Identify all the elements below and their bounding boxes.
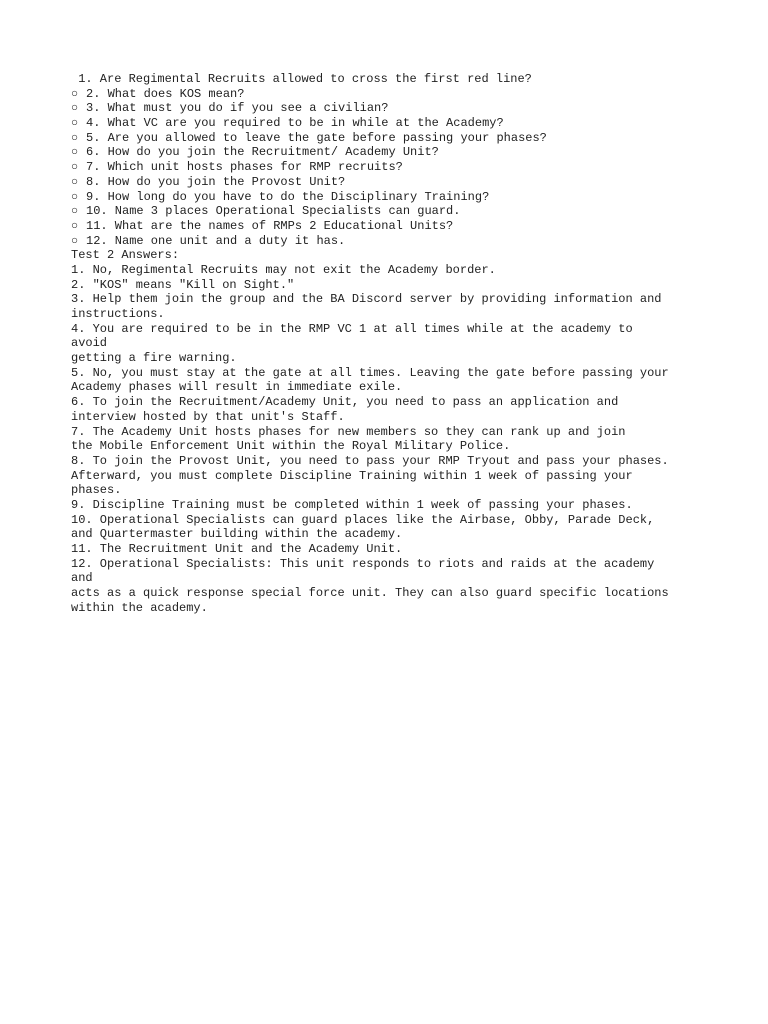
answer-line: 9. Discipline Training must be completed within 1 week of passing your phases. [71,497,633,512]
answer-line: 11. The Recruitment Unit and the Academy Unit. [71,542,403,556]
question-item [71,145,711,160]
question-text: 3. What must you do if you see a civilian? [86,101,389,116]
answer-line: and [71,571,93,586]
question-text: 4. What VC are you required to be in while at the Academy? [86,116,504,131]
bullet-circle-icon: ○ [71,130,79,145]
question-item [71,234,711,249]
question-list [71,72,711,248]
answer-line: the Mobile Enforcement Unit within the Royal Military Police. [71,439,511,454]
bullet-circle-icon: ○ [71,218,79,233]
bullet-circle-icon: ○ [71,145,79,160]
answer-line: phases. [71,483,122,498]
answer-line: getting a fire warning. [71,351,237,366]
question-item [71,219,711,234]
answer-line: 4. You are required to be in the RMP VC 1 at all times while at the academy to [71,321,633,336]
bullet-circle-icon: ○ [71,86,79,101]
answers-heading: Test 2 Answers: [71,248,180,263]
question-text: 10. Name 3 places Operational Specialists can guard. [86,204,461,219]
bullet-circle-icon: ○ [71,160,79,175]
bullet-circle-icon: ○ [71,189,79,204]
question-item [71,190,711,205]
question-item [71,204,711,219]
answer-line: avoid [71,336,108,351]
answer-line: Afterward, you must complete Discipline Training within 1 week of passing your [71,468,633,483]
answer-line: acts as a quick response special force unit. They can also guard specific locations [71,586,669,601]
answer-line: 3. Help them join the group and the BA Discord server by providing information and [71,292,662,307]
bullet-circle-icon: ○ [71,174,79,189]
answer-line: 2. "KOS" means "Kill on Sight." [71,277,295,292]
answer-line: 5. No, you must stay at the gate at all times. Leaving the gate before passing your [71,365,669,380]
question-item [71,72,711,87]
answer-line: 6. To join the Recruitment/Academy Unit, you need to pass an application and [71,395,619,410]
answer-line: instructions. [71,307,165,321]
answer-line: within the academy. [71,600,208,615]
question-text: 12. Name one unit and a duty it has. [86,233,346,248]
answer-line: and Quartermaster building within the academy. [71,527,403,542]
question-item [71,116,711,131]
question-text: 8. How do you join the Provost Unit? [86,174,346,189]
question-item [71,87,711,102]
question-text: 1. Are Regimental Recruits allowed to cross the first red line? [71,72,532,86]
answer-line: Academy phases will result in immediate exile. [71,380,403,395]
bullet-circle-icon: ○ [71,204,79,219]
document-body [71,72,711,615]
question-item [71,160,711,175]
question-item [71,101,711,116]
answer-line: 1. No, Regimental Recruits may not exit the Academy border. [71,262,496,277]
question-item [71,175,711,190]
question-text: 2. What does KOS mean? [86,86,245,101]
question-item [71,131,711,146]
answer-list [71,263,711,616]
answer-line: 8. To join the Provost Unit, you need to pass your RMP Tryout and pass your phases. [71,453,669,468]
answer-line: 10. Operational Specialists can guard places like the Airbase, Obby, Parade Deck, [71,512,655,527]
bullet-circle-icon: ○ [71,101,79,116]
question-text: 9. How long do you have to do the Disciplinary Training? [86,189,490,204]
answer-line: interview hosted by that unit's Staff. [71,409,345,424]
question-text: 6. How do you join the Recruitment/ Academy Unit? [86,145,439,160]
bullet-circle-icon: ○ [71,233,79,248]
question-text: 7. Which unit hosts phases for RMP recruits? [86,160,403,175]
answer-line: 12. Operational Specialists: This unit responds to riots and raids at the academy [71,556,655,571]
bullet-circle-icon: ○ [71,116,79,131]
question-text: 5. Are you allowed to leave the gate before passing your phases? [86,130,547,145]
question-text: 11. What are the names of RMPs 2 Educational Units? [86,218,454,233]
answer-line: 7. The Academy Unit hosts phases for new members so they can rank up and join [71,424,626,439]
